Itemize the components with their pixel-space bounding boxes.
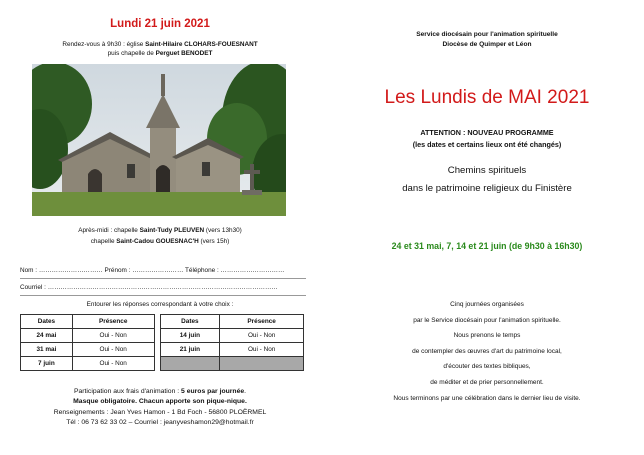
date-cell: 7 juin [21, 357, 73, 371]
meeting-line-2-text: puis chapelle de [107, 50, 156, 57]
attendance-table [20, 314, 304, 371]
meeting-line-1 [10, 40, 310, 49]
fee-text: Participation aux frais d'animation : [73, 388, 182, 395]
presence-cell[interactable]: Oui - Non [220, 343, 304, 357]
main-title: Les Lundis de MAI 2021 [384, 87, 590, 108]
empty-grey-cell [220, 357, 304, 371]
date-cell: 31 mai [21, 343, 73, 357]
afternoon-place-2: Saint-Cadou GOUESNAC'H [116, 238, 199, 245]
afternoon-line-2 [10, 237, 310, 246]
subtitle-line-1: Chemins spirituels [447, 165, 527, 176]
date-cell: 24 mai [21, 329, 73, 343]
date-cell: 21 juin [160, 343, 220, 357]
mask-note-text: Masque obligatoire. Chacun apporte son pique-nique. [73, 398, 247, 405]
form-divider-2 [20, 295, 306, 296]
date-cell: 14 juin [160, 329, 220, 343]
meeting-line-2 [10, 49, 310, 58]
chapel-photo [32, 64, 286, 216]
table-row [21, 343, 304, 357]
organization-line-2: Diocèse de Quimper et Léon [442, 41, 532, 48]
description-line: Nous prenons le temps [453, 332, 521, 339]
form-divider-1 [20, 278, 306, 279]
afternoon-time-1: (vers 13h30) [204, 227, 242, 234]
header-presence-1: Présence [72, 315, 154, 329]
description-line: Cinq journées organisées [450, 301, 524, 308]
header-dates-1: Dates [21, 315, 73, 329]
presence-cell[interactable]: Oui - Non [72, 357, 154, 371]
fee-suffix: . [244, 388, 247, 395]
description-line: par le Service diocésain pour l'animation spirituelle. [413, 317, 561, 324]
fee-amount: 5 euros par journée [181, 388, 245, 395]
table-header-row [21, 315, 304, 329]
presence-cell[interactable]: Oui - Non [220, 329, 304, 343]
attention-note: (les dates et certains lieux ont été changés) [412, 140, 562, 149]
table-row [21, 357, 304, 371]
meeting-line-1-text: Rendez-vous à 9h30 : église [62, 41, 146, 48]
name-phone-form-line: Nom : ………………………… Prénom : …………………… Téléphone : ………………………… [20, 267, 285, 274]
afternoon-line-2-text: chapelle [90, 238, 117, 245]
organization-line-1: Service diocésain pour l'animation spirituelle [416, 31, 558, 38]
fee-line [10, 387, 310, 396]
choice-instruction: Entourer les réponses correspondant à votre choix : [86, 301, 234, 308]
meeting-place-1: Saint-Hilaire CLOHARS-FOUESNANT [145, 41, 258, 48]
description-line: Nous terminons par une célébration dans le dernier lieu de visite. [393, 395, 581, 402]
header-presence-2: Présence [220, 315, 304, 329]
email-form-line: Courriel : ……………………………………………………………………………………………… [20, 284, 278, 291]
presence-cell[interactable]: Oui - Non [72, 343, 154, 357]
mask-note [10, 397, 310, 406]
subtitle-line-2: dans le patrimoine religieux du Finistère [402, 183, 572, 194]
info-line: Renseignements : Jean Yves Hamon - 1 Bd Foch - 56800 PLOËRMEL [53, 409, 267, 416]
presence-cell[interactable]: Oui - Non [72, 329, 154, 343]
table-row [21, 329, 304, 343]
program-dates: 24 et 31 mai, 7, 14 et 21 juin (de 9h30 à 16h30) [391, 241, 583, 251]
chapel-photo-illustration [32, 64, 286, 216]
description-line: d'écouter des textes bibliques, [443, 363, 531, 370]
header-dates-2: Dates [160, 315, 220, 329]
afternoon-time-2: (vers 15h) [198, 238, 230, 245]
description-line: de méditer et de prier personnellement. [430, 379, 544, 386]
attention-heading: ATTENTION : NOUVEAU PROGRAMME [420, 128, 554, 137]
event-date-title: Lundi 21 juin 2021 [110, 18, 210, 30]
contact-line: Tél : 06 73 62 33 02 – Courriel : jeanyveshamon29@hotmail.fr [66, 419, 254, 426]
meeting-place-2: Perguet BENODET [155, 50, 213, 57]
afternoon-line-1 [10, 226, 310, 235]
afternoon-place-1: Saint-Tudy PLEUVEN [139, 227, 205, 234]
afternoon-line-1-text: Après-midi : chapelle [78, 227, 140, 234]
empty-grey-cell [160, 357, 220, 371]
description-line: de contempler des œuvres d'art du patrimoine local, [412, 348, 562, 355]
